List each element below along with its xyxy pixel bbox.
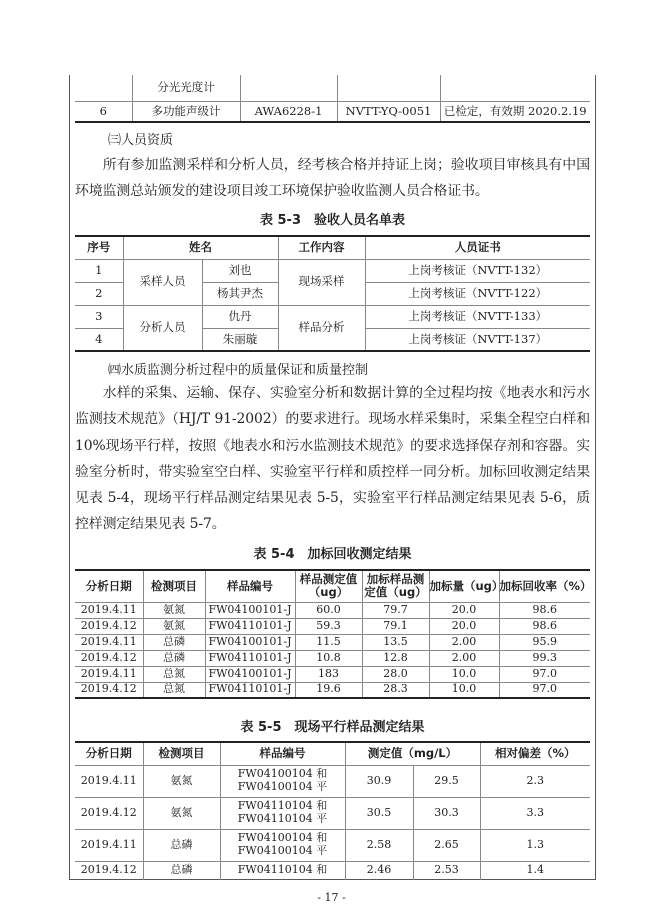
header-name: 姓名 [123,236,278,259]
cell-date [75,765,143,797]
cell-item: 总磷 [143,650,205,666]
cell-deviation [480,797,590,829]
header-date: 分析日期 [75,742,143,765]
table55-caption: 表 5-5 现场平行样品测定结果 [240,720,425,735]
cell-deviation-text: 1.4 [526,863,544,877]
cell-deviation-text: 1.3 [526,837,544,851]
cell-value-2 [413,861,480,880]
cell-item-text: 氨氮 [170,805,193,819]
cell-date: 2019.4.11 [75,602,143,618]
spike-recovery-table [75,569,590,699]
cell-sample-value: 11.5 [295,634,362,650]
header-sample-id: 样品编号 [220,742,345,765]
cell-status: 已检定，有效期 2020.2.19 [440,101,590,122]
cell-cert: 上岗考核证（NVTT-137） [365,328,590,351]
cell-value-1-text: 2.46 [366,863,392,877]
cell-name: 多功能声级计 [132,101,240,122]
cell-date-text: 2019.4.12 [80,863,137,877]
cell-work: 现场采样 [278,259,365,305]
table-header-row [75,742,590,765]
header-date: 分析日期 [75,570,143,602]
cell-spiked-value: 28.0 [362,666,429,682]
cell-value-1-text: 30.9 [366,773,392,787]
cell-value-1-text: 30.5 [366,805,392,819]
section4-paragraph: 水样的采集、运输、保存、实验室分析和数据计算的全过程均按《地表水和污水监测技术规范》（HJ/T 91-2002）的要求进行。现场水样采集时，采集全程空白样和 10%现场平行样，按照《地表水和污水监测技术规范》的要求选择保存剂和容器。实验室分析时，带实验室空白样、实验室平行样和质控样一同分析。加标回收测定结果见表 5-4，现场平行样品测定结果见表 5-5，实验室平行样品测定结果见表 5-6，质控样测定结果见表 5-7。 [75,385,590,533]
cell-sample-id: FW04110101-J [205,618,295,634]
table-row [75,650,590,666]
cell-recovery: 99.3 [499,650,590,666]
cell-spiked-value: 28.3 [362,682,429,698]
cell-sample-id [220,797,345,829]
cell-date: 2019.4.11 [75,666,143,682]
cell-role: 分析人员 [123,305,202,351]
cell-sample-id [220,861,345,880]
cell-sample-value: 183 [295,666,362,682]
cell-sample-value: 10.8 [295,650,362,666]
cell-recovery: 97.0 [499,682,590,698]
cell-model [240,75,337,101]
cell-date: 2019.4.12 [75,682,143,698]
cell-sample-value: 60.0 [295,602,362,618]
cell-id: NVTT-YQ-0051 [337,101,440,122]
cell-item [143,861,220,880]
sample-id-line: FW04110104 平 [237,812,328,825]
table-row [75,634,590,650]
cell-value-2-text: 29.5 [434,773,459,787]
sample-id-line: FW04100104 平 [237,844,328,857]
cell-item: 总氮 [143,666,205,682]
sample-id-line: FW04110104 和 [237,799,328,813]
cell-date-text: 2019.4.11 [80,837,137,851]
table53-caption: 表 5-3 验收人员名单表 [259,213,405,228]
cell-sample-id: FW04110101-J [205,650,295,666]
cell-recovery: 95.9 [499,634,590,650]
cell-deviation [480,861,590,880]
cell-date: 2019.4.12 [75,618,143,634]
header-no: 序号 [75,236,123,259]
header-measured: 测定值（mg/L） [345,742,480,765]
cell-recovery: 98.6 [499,618,590,634]
cell-item: 氨氮 [143,618,205,634]
cell-no: 3 [75,305,123,328]
cell-deviation [480,829,590,861]
cell-status [440,75,590,101]
cell-value-1 [345,797,413,829]
cell-value-1 [345,765,413,797]
header-work: 工作内容 [278,236,365,259]
cell-deviation-text: 3.3 [526,805,544,819]
cell-name: 仇丹 [202,305,278,328]
table-row [75,305,590,328]
cell-item [143,829,220,861]
cell-name: 分光光度计 [132,75,240,101]
cell-item: 总氮 [143,682,205,698]
cell-value-2 [413,797,480,829]
table-row [75,666,590,682]
sample-id-line: FW04100104 和 [237,831,328,845]
cell-cert: 上岗考核证（NVTT-122） [365,282,590,305]
cell-spiked-value: 79.1 [362,618,429,634]
cell-work: 样品分析 [278,305,365,351]
cell-no: 4 [75,328,123,351]
table-row [75,682,590,698]
sample-id-line: FW04110104 和 [237,863,328,877]
table-row [75,101,590,122]
cell-value-2 [413,765,480,797]
cell-model: AWA6228-1 [240,101,337,122]
cell-no [75,75,132,101]
cell-sample-value: 59.3 [295,618,362,634]
cell-date [75,861,143,880]
cell-spike-amount: 10.0 [429,682,499,698]
cell-item: 氨氮 [143,602,205,618]
cell-value-2-text: 2.53 [434,863,459,877]
cell-name: 朱丽璇 [202,328,278,351]
cell-role: 采样人员 [123,259,202,305]
table-row [75,75,590,101]
section3-paragraph: 所有参加监测采样和分析人员，经考核合格并持证上岗；验收项目审核具有中国环境监测总站颁发的建设项目竣工环境保护验收监测人员合格证书。 [75,157,590,200]
header-spiked-value: 加标样品测定值（ug） [362,570,429,602]
cell-no: 2 [75,282,123,305]
cell-deviation [480,765,590,797]
table-header-row [75,236,590,259]
cell-date-text: 2019.4.11 [80,773,137,787]
header-spike-amount: 加标量（ug） [429,570,499,602]
cell-item: 总磷 [143,634,205,650]
table-row [75,618,590,634]
cell-value-2-text: 2.65 [434,837,459,851]
cell-value-1-text: 2.58 [366,837,392,851]
cell-spike-amount: 20.0 [429,602,499,618]
cell-id [337,75,440,101]
sample-id-line: FW04100104 平 [237,780,328,793]
cell-sample-value: 19.6 [295,682,362,698]
cell-value-2 [413,829,480,861]
cell-spike-amount: 2.00 [429,634,499,650]
table54-caption: 表 5-4 加标回收测定结果 [253,547,412,562]
cell-item-text: 总磷 [170,863,193,877]
table-row [75,259,590,282]
cell-spiked-value: 79.7 [362,602,429,618]
cell-value-1 [345,829,413,861]
cell-cert: 上岗考核证（NVTT-132） [365,259,590,282]
equipment-table [75,75,590,123]
cell-sample-id [220,765,345,797]
cell-item-text: 氨氮 [170,773,193,787]
field-parallel-table [75,741,590,880]
sample-id-line: FW04100104 和 [237,767,328,781]
table-header-row [75,570,590,602]
cell-name: 刘也 [202,259,278,282]
section3-heading: ㈢人员资质 [108,133,174,148]
cell-spike-amount: 10.0 [429,666,499,682]
cell-spiked-value: 13.5 [362,634,429,650]
cell-date [75,797,143,829]
header-sample-id: 样品编号 [205,570,295,602]
header-deviation: 相对偏差（%） [480,742,590,765]
header-item: 检测项目 [143,570,205,602]
cell-item [143,797,220,829]
table-row [75,602,590,618]
cell-date: 2019.4.12 [75,650,143,666]
header-cert: 人员证书 [365,236,590,259]
cell-value-2-text: 30.3 [434,805,459,819]
cell-spike-amount: 2.00 [429,650,499,666]
personnel-table [75,235,590,352]
table-row [75,861,590,880]
cell-date [75,829,143,861]
cell-date: 2019.4.11 [75,634,143,650]
cell-recovery: 97.0 [499,666,590,682]
cell-cert: 上岗考核证（NVTT-133） [365,305,590,328]
header-recovery: 加标回收率（%） [499,570,590,602]
page-number: - 17 - [317,891,346,904]
cell-sample-id [220,829,345,861]
cell-no: 6 [75,101,132,122]
table-row [75,797,590,829]
cell-value-1 [345,861,413,880]
cell-sample-id: FW04100101-J [205,634,295,650]
cell-item [143,765,220,797]
cell-deviation-text: 2.3 [526,773,544,787]
cell-sample-id: FW04110101-J [205,682,295,698]
cell-sample-id: FW04100101-J [205,666,295,682]
table-row [75,829,590,861]
header-item: 检测项目 [143,742,220,765]
cell-no: 1 [75,259,123,282]
table-row [75,765,590,797]
cell-spiked-value: 12.8 [362,650,429,666]
section4-heading: ㈣水质监测分析过程中的质量保证和质量控制 [108,363,369,378]
cell-recovery: 98.6 [499,602,590,618]
cell-item-text: 总磷 [170,837,193,851]
cell-spike-amount: 20.0 [429,618,499,634]
cell-date-text: 2019.4.12 [80,805,137,819]
cell-sample-id: FW04100101-J [205,602,295,618]
cell-name: 杨其尹杰 [202,282,278,305]
header-sample-value: 样品测定值（ug） [295,570,362,602]
